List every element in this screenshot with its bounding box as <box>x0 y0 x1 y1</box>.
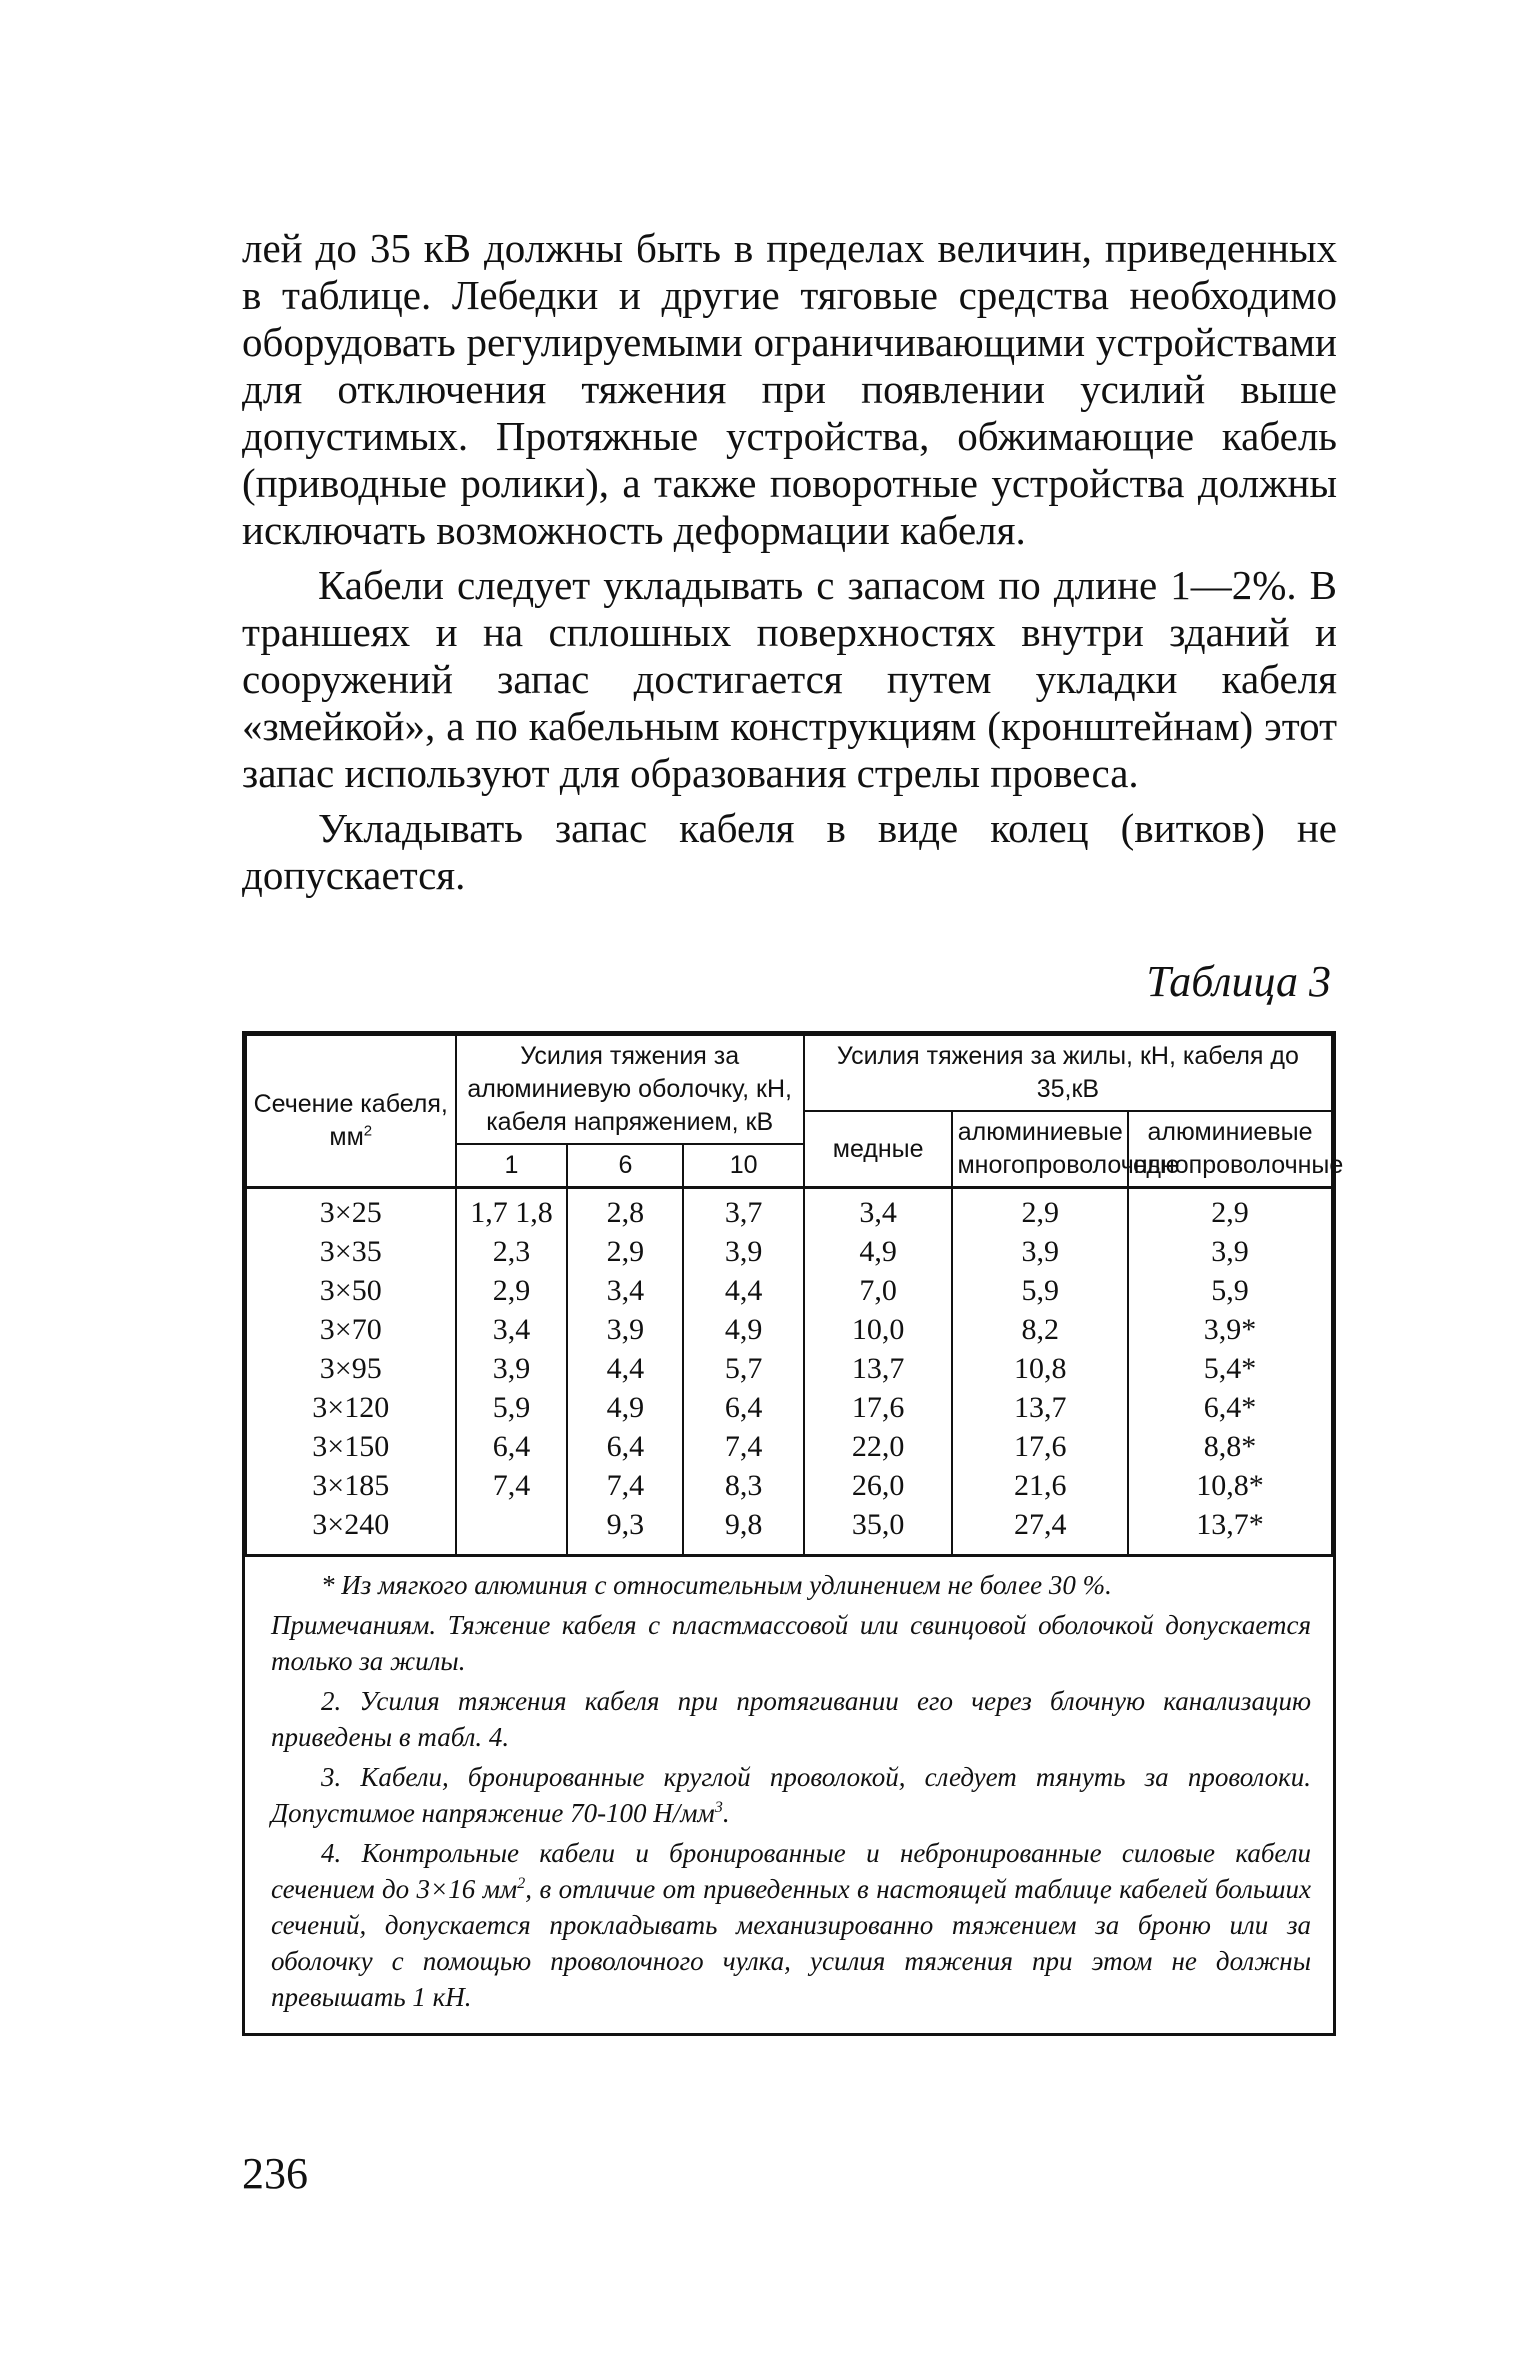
table-cell: 2,9 <box>1128 1188 1332 1233</box>
header-copper: медные <box>804 1111 953 1188</box>
page-number: 236 <box>242 2149 308 2198</box>
header-al-multi: алюминиевые многопроволочные <box>952 1111 1128 1188</box>
table-cell: 1,7 1,8 <box>456 1188 568 1233</box>
table-cell: 2,9 <box>456 1271 568 1310</box>
table-cell: 3,7 <box>683 1188 803 1233</box>
page-content <box>242 225 1344 2036</box>
table-cell: 6,4 <box>456 1427 568 1466</box>
table-cell: 3,4 <box>567 1271 683 1310</box>
table-cell: 4,4 <box>567 1349 683 1388</box>
table-cell: 21,6 <box>952 1466 1128 1505</box>
table-cell: 9,8 <box>683 1505 803 1556</box>
table-cell: 2,8 <box>567 1188 683 1233</box>
table-cell: 3,9 <box>456 1349 568 1388</box>
table-cell: 3×95 <box>246 1349 456 1388</box>
table-row <box>246 1271 1332 1310</box>
table-caption: Таблица 3 <box>1146 957 1331 1006</box>
table-cell: 8,2 <box>952 1310 1128 1349</box>
note-1: Примечаниям. Тяжение кабеля с пластмассовой или свинцовой оболочкой допускается только за жилы. <box>271 1610 1311 1676</box>
table-cell: 5,9 <box>952 1271 1128 1310</box>
table-row <box>246 1388 1332 1427</box>
table-row <box>246 1232 1332 1271</box>
table-row <box>246 1188 1332 1233</box>
table-cell: 13,7 <box>952 1388 1128 1427</box>
header-al-single: алюминиевые однопроволочные <box>1128 1111 1332 1188</box>
table-cell: 7,4 <box>456 1466 568 1505</box>
table-cell: 2,9 <box>567 1232 683 1271</box>
table-cell: 27,4 <box>952 1505 1128 1556</box>
table-cell <box>456 1505 568 1556</box>
table-cell: 7,0 <box>804 1271 953 1310</box>
note-3: 3. Кабели, бронированные круглой проволокой, следует тянуть за проволоки. Допустимое напряжение 70-100 $Н/мм^3$. <box>271 1762 1311 1828</box>
table-cell: 10,8* <box>1128 1466 1332 1505</box>
table-cell: 10,0 <box>804 1310 953 1349</box>
table-cell: 2,9 <box>952 1188 1128 1233</box>
table-row <box>246 1310 1332 1349</box>
table-cell: 4,9 <box>804 1232 953 1271</box>
header-sheath: Усилия тяжения за алюминиевую оболочку, кН, кабеля напряжением, кВ <box>456 1035 804 1144</box>
table-cell: 35,0 <box>804 1505 953 1556</box>
table-cell: 8,8* <box>1128 1427 1332 1466</box>
table-cell: 3,9 <box>1128 1232 1332 1271</box>
table-cell: 6,4 <box>567 1427 683 1466</box>
table-row <box>246 1427 1332 1466</box>
table-cell: 5,9 <box>1128 1271 1332 1310</box>
table-notes <box>245 1557 1333 2033</box>
table-cell: 13,7 <box>804 1349 953 1388</box>
table-row <box>246 1505 1332 1556</box>
table-cell: 3,9 <box>567 1310 683 1349</box>
table-cell: 3×240 <box>246 1505 456 1556</box>
table-cell: 3×35 <box>246 1232 456 1271</box>
table-cell: 3×150 <box>246 1427 456 1466</box>
header-section: Сечение кабеля, $мм^2$ <box>246 1035 456 1188</box>
table-cell: 6,4 <box>683 1388 803 1427</box>
table-cell: 5,4* <box>1128 1349 1332 1388</box>
table-cell: 8,3 <box>683 1466 803 1505</box>
paragraph-1: лей до 35 кВ должны быть в пределах величин, приведенных в таблице. Лебедки и другие тяговые средства необходимо оборудовать регулируемыми ограничивающими устройствами для отключения тяжения при появлении усилий выше допустимых. Протяжные устройства, обжимающие кабель (приводные ролики), а также поворотные устройства должны исключать возможность деформации кабеля. <box>242 225 1337 553</box>
header-voltage-6: 6 <box>567 1144 683 1188</box>
table-cell: 4,4 <box>683 1271 803 1310</box>
table-cell: 22,0 <box>804 1427 953 1466</box>
table-cell: 4,9 <box>567 1388 683 1427</box>
table-cell: 10,8 <box>952 1349 1128 1388</box>
paragraph-2: Кабели следует укладывать с запасом по длине 1—2%. В траншеях и на сплошных поверхностях внутри зданий и сооружений запас достигается путем укладки кабеля «змейкой», а по кабельным конструкциям (кронштейнам) этот запас используют для образования стрелы провеса. <box>242 562 1337 796</box>
table-cell: 3,9 <box>683 1232 803 1271</box>
table-cell: 17,6 <box>952 1427 1128 1466</box>
header-voltage-1: 1 <box>456 1144 568 1188</box>
table-cell: 26,0 <box>804 1466 953 1505</box>
table-cell: 3×25 <box>246 1188 456 1233</box>
table-cell: 3,4 <box>804 1188 953 1233</box>
header-cores: Усилия тяжения за жилы, кН, кабеля до 35,кВ <box>804 1035 1332 1111</box>
table-cell: 3×185 <box>246 1466 456 1505</box>
note-2: 2. Усилия тяжения кабеля при протягивании его через блочную канализацию приведены в табл. 4. <box>271 1686 1311 1752</box>
table-cell: 3×120 <box>246 1388 456 1427</box>
table-cell: 7,4 <box>683 1427 803 1466</box>
table-cell: 3×50 <box>246 1271 456 1310</box>
table-cell: 3,9* <box>1128 1310 1332 1349</box>
table-cell: 2,3 <box>456 1232 568 1271</box>
table-cell: 3×70 <box>246 1310 456 1349</box>
table-cell: 5,7 <box>683 1349 803 1388</box>
paragraph-3: Укладывать запас кабеля в виде колец (витков) не допускается. <box>242 805 1337 898</box>
cable-tension-table <box>245 1034 1344 1557</box>
table-cell: 3,4 <box>456 1310 568 1349</box>
table-row <box>246 1349 1332 1388</box>
header-voltage-10: 10 <box>683 1144 803 1188</box>
table-cell: 17,6 <box>804 1388 953 1427</box>
table-cell: 3,9 <box>952 1232 1128 1271</box>
note-asterisk: * Из мягкого алюминия с относительным удлинением не более 30 %. <box>321 1570 1112 1600</box>
table-row <box>246 1466 1332 1505</box>
table-cell: 9,3 <box>567 1505 683 1556</box>
table-body <box>246 1188 1332 1556</box>
table-cell: 5,9 <box>456 1388 568 1427</box>
table-cell: 4,9 <box>683 1310 803 1349</box>
table-cell: 13,7* <box>1128 1505 1332 1556</box>
table-cell: 7,4 <box>567 1466 683 1505</box>
note-4: 4. Контрольные кабели и бронированные и небронированные силовые кабели сечением до 3×16 $мм^2$, в отличие от приведенных в настоящей таблице кабелей больших сечений, допускается прокладывать механизированно тяжением за броню или за оболочку с помощью проволочного чулка, усилия тяжения при этом не должны превышать 1 кН. <box>271 1838 1311 2012</box>
table-cell: 6,4* <box>1128 1388 1332 1427</box>
table-frame <box>242 1031 1344 2036</box>
